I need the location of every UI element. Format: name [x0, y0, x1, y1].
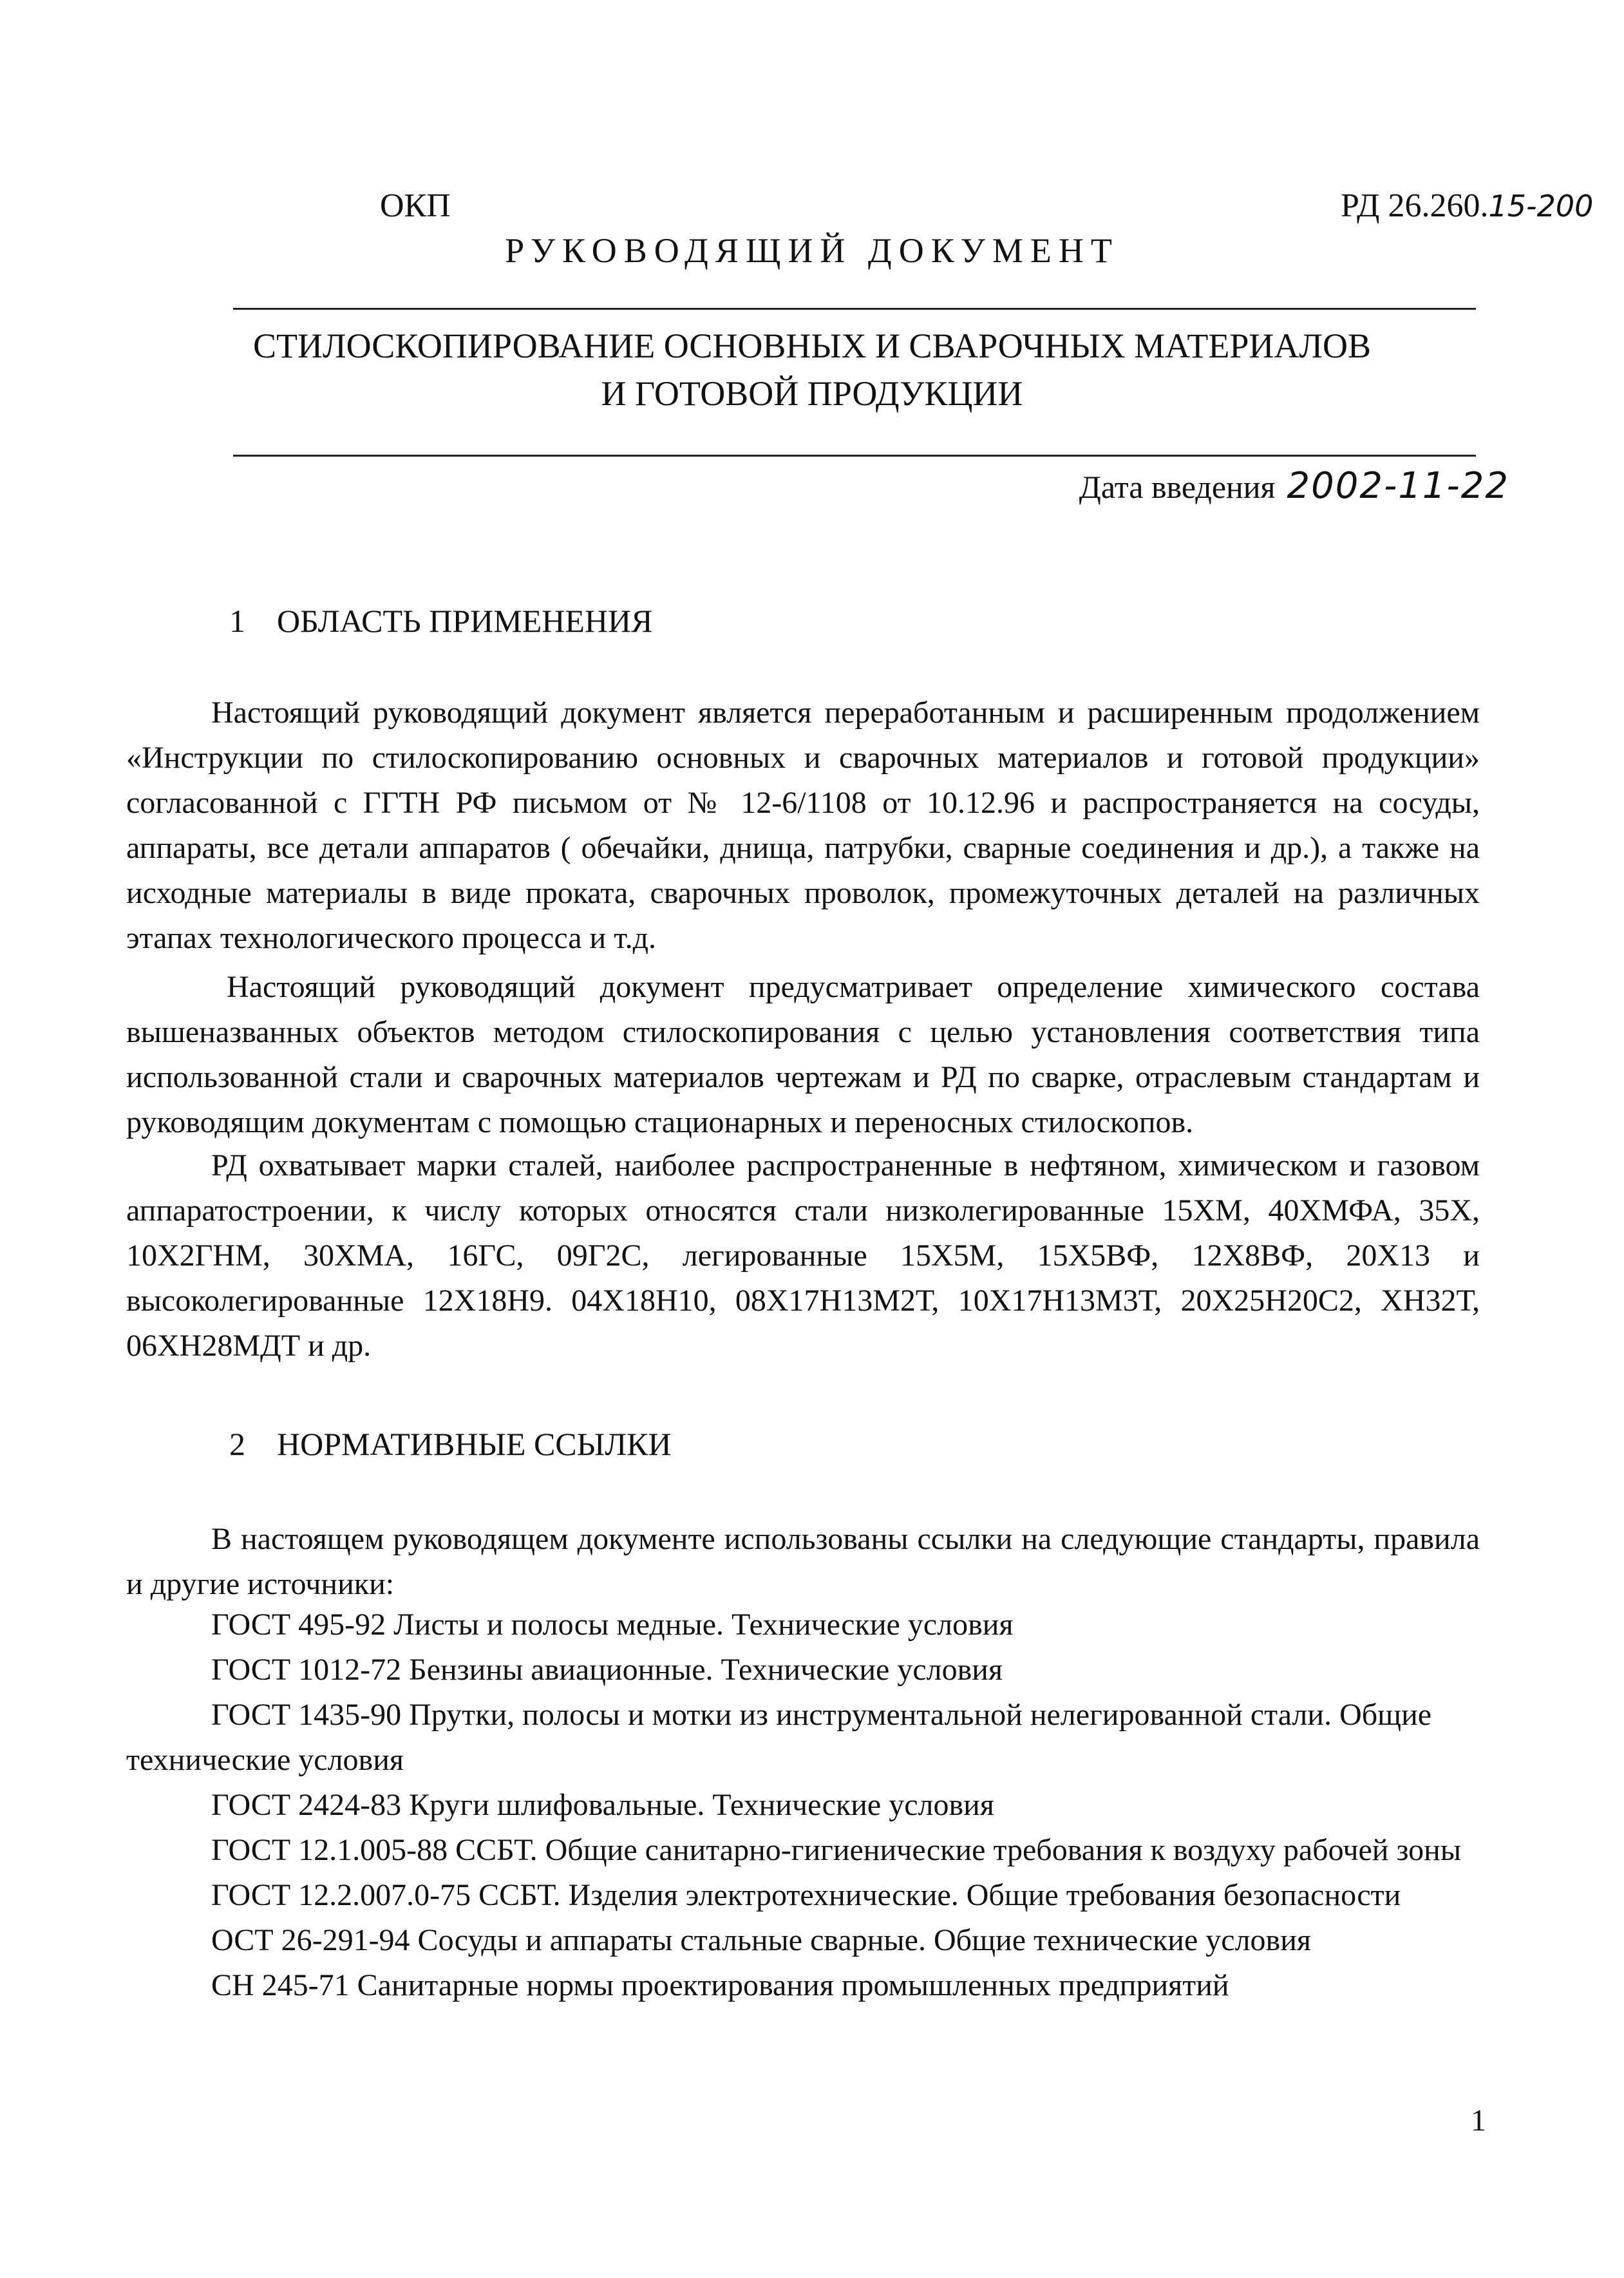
reference-item: ГОСТ 1012-72 Бензины авиационные. Технические условия [211, 1653, 1003, 1687]
reference-item: ГОСТ 12.1.005-88 ССБТ. Общие санитарно-гигиенические требования к воздуху рабочей зоны [211, 1833, 1462, 1867]
reference-item: ГОСТ 1435-90 Прутки, полосы и мотки из инструментальной нелегированной стали. Общие технические условия [126, 1698, 1432, 1777]
introduction-date-label: Дата введения [1079, 469, 1276, 505]
classifier-code: ОКП [380, 187, 451, 224]
document-code [1341, 187, 1593, 225]
document-code-printed: РД 26.260. [1341, 187, 1489, 224]
document-title [0, 322, 1624, 417]
section-1-heading [229, 602, 652, 640]
reference-item: ОСТ 26-291-94 Сосуды и аппараты стальные сварные. Общие технические условия [211, 1923, 1311, 1957]
page-number: 1 [1471, 2103, 1486, 2138]
section-1-title: ОБЛАСТЬ ПРИМЕНЕНИЯ [277, 603, 653, 639]
reference-item: СН 245-71 Санитарные нормы проектирования промышленных предприятий [211, 1968, 1229, 2002]
section-1-number: 1 [229, 603, 245, 639]
document-type: РУКОВОДЯЩИЙ ДОКУМЕНТ [505, 231, 1119, 270]
section-2-heading [229, 1425, 672, 1463]
section-1-paragraph-2: Настоящий руководящий документ предусматривает определение химического состава вышеназванных объектов методом стилоскопирования с целью установления соответствия типа использованной стали и сварочных материалов чертежам и РД по сварке, отраслевым стандартам и руководящим документам с помощью стационарных и переносных стилоскопов. [126, 970, 1480, 1139]
title-bottom-rule [233, 455, 1476, 457]
reference-list [126, 1602, 1480, 2008]
document-title-line-1: СТИЛОСКОПИРОВАНИЕ ОСНОВНЫХ И СВАРОЧНЫХ МАТЕРИАЛОВ [252, 327, 1372, 365]
document-title-line-2: И ГОТОВОЙ ПРОДУКЦИИ [601, 374, 1023, 413]
reference-item: ГОСТ 2424-83 Круги шлифовальные. Технические условия [211, 1788, 994, 1822]
introduction-date-value: 2002-11-22 [1287, 465, 1509, 507]
introduction-date [1079, 465, 1509, 507]
section-2-title: НОРМАТИВНЫЕ ССЫЛКИ [277, 1426, 672, 1462]
section-2-intro: В настоящем руководящем документе использованы ссылки на следующие стандарты, правила и другие источники: [126, 1522, 1480, 1601]
reference-item: ГОСТ 12.2.007.0-75 ССБТ. Изделия электротехнические. Общие требования безопасности [211, 1878, 1401, 1912]
section-1-paragraph-1: Настоящий руководящий документ является переработанным и расширенным продолжением «Инструкции по стилоскопированию основных и сварочных материалов и готовой продукции» согласованной с ГГТН РФ письмом от № 12-6/1108 от 10.12.96 и распространяется на сосуды, аппараты, все детали аппаратов ( обечайки, днища, патрубки, сварные соединения и др.), а также на исходные материалы в виде проката, сварочных проволок, промежуточных деталей на различных этапах технологического процесса и т.д. [126, 696, 1480, 955]
section-1-paragraph-3: РД охватывает марки сталей, наиболее распространенные в нефтяном, химическом и газовом аппаратостроении, к числу которых относятся стали низколегированные 15ХМ, 40ХМФА, 35Х, 10Х2ГНМ, 30ХМА, 16ГС, 09Г2С, легированные 15Х5М, 15Х5ВФ, 12Х8ВФ, 20Х13 и высоколегированные 12Х18Н9. 04Х18Н10, 08Х17Н13М2Т, 10Х17Н13М3Т, 20Х25Н20С2, ХН32Т, 06ХН28МДТ и др. [126, 1148, 1480, 1363]
reference-item: ГОСТ 495-92 Листы и полосы медные. Технические условия [211, 1608, 1014, 1642]
section-2-number: 2 [229, 1426, 245, 1462]
document-code-handwritten: 15-200 [1488, 189, 1594, 223]
title-top-rule [233, 308, 1476, 310]
